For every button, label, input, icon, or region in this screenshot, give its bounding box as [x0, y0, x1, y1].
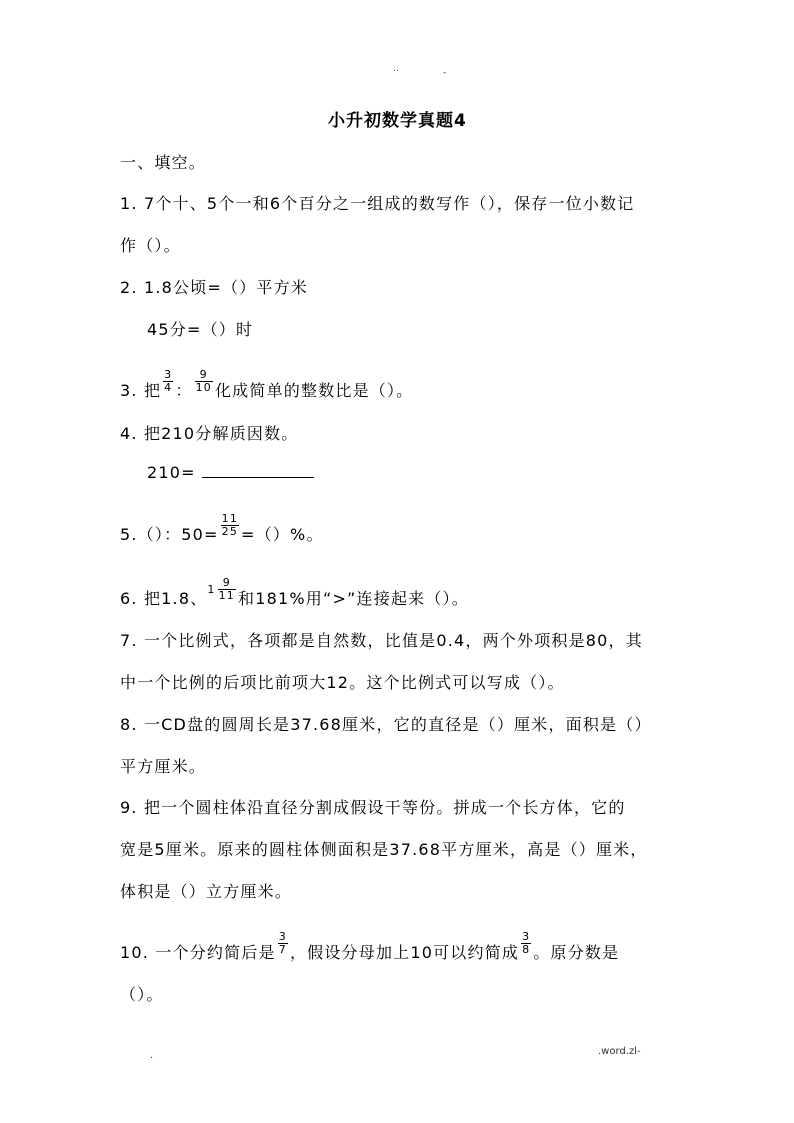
- question-8-line-1: 8. 一CD盘的圆周长是37.68厘米，它的直径是（）厘米，面积是（）: [120, 715, 652, 734]
- fraction-11-25: [221, 513, 239, 538]
- fraction-denominator: 4: [164, 381, 173, 394]
- question-2-line-2: 45分=（）时: [147, 320, 254, 339]
- header-dash: -: [443, 68, 447, 78]
- question-5-prefix: 5.（）：50=: [120, 525, 219, 544]
- footer-right-text: .word.zl-: [598, 1046, 641, 1057]
- question-9-line-3: 体积是（）立方厘米。: [120, 882, 293, 901]
- fraction-9-11: [218, 577, 236, 602]
- question-6: [120, 576, 469, 612]
- question-8-line-2: 平方厘米。: [120, 757, 207, 776]
- fraction-denominator: 11: [218, 589, 236, 602]
- question-6-prefix: 6. 把1.8、: [120, 589, 208, 608]
- ratio-separator: ：: [175, 381, 193, 400]
- question-3: [120, 368, 414, 404]
- question-1-line-2: 作（）。: [120, 236, 181, 255]
- fraction-numerator: 3: [278, 930, 287, 943]
- fraction-numerator: 9: [199, 368, 208, 381]
- fraction-numerator: 11: [221, 512, 239, 525]
- question-6-suffix: 和181%用“>”连接起来（）。: [238, 589, 469, 608]
- fraction-9-10: [195, 369, 213, 394]
- question-3-prefix: 3. 把: [120, 381, 162, 400]
- question-3-suffix: 化成简单的整数比是（）。: [214, 381, 414, 400]
- page-title: 小升初数学真题4: [328, 111, 467, 131]
- fraction-numerator: 3: [164, 368, 173, 381]
- fraction-numerator: 3: [522, 930, 531, 943]
- question-7-line-2: 中一个比例的后项比前项大12。这个比例式可以写成（）。: [120, 673, 565, 692]
- question-10-line-1: [120, 930, 620, 966]
- question-5: [120, 512, 324, 548]
- question-10-prefix: 10. 一个分约简后是: [120, 943, 276, 962]
- question-4-line-2: [147, 463, 314, 482]
- fraction-numerator: 9: [222, 576, 231, 589]
- question-9-line-2: 宽是5厘米。原来的圆柱体侧面积是37.68平方厘米，高是（）厘米，: [120, 840, 648, 859]
- question-1-line-1: 1. 7个十、5个一和6个百分之一组成的数写作（），保存一位小数记: [120, 194, 635, 213]
- fraction-3-7: [278, 931, 288, 956]
- question-4-expression: 210=: [147, 463, 196, 482]
- question-9-line-1: 9. 把一个圆柱体沿直径分割成假设干等份。拼成一个长方体，它的: [120, 798, 626, 817]
- fraction-denominator: 8: [522, 943, 531, 956]
- fraction-3-4: [163, 369, 173, 394]
- question-7-line-1: 7. 一个比例式，各项都是自然数，比值是0.4，两个外项积是80，其: [120, 631, 643, 650]
- fraction-3-8: [521, 931, 531, 956]
- question-4-line-1: 4. 把210分解质因数。: [120, 424, 299, 443]
- answer-blank: [202, 463, 314, 478]
- fraction-denominator: 10: [195, 381, 212, 394]
- fraction-denominator: 7: [278, 943, 287, 956]
- question-10-middle: ，假设分母加上10可以约简成: [289, 943, 520, 962]
- fraction-denominator: 25: [221, 525, 239, 538]
- question-2-line-1: 2. 1.8公顷=（）平方米: [120, 278, 309, 297]
- question-10-line-2: （）。: [120, 985, 164, 1004]
- footer-left-dot: .: [150, 1050, 154, 1061]
- question-5-suffix: =（）%。: [241, 525, 324, 544]
- section-heading: 一、填空。: [120, 153, 207, 172]
- header-dots: ..: [393, 64, 399, 74]
- question-10-suffix: 。原分数是: [533, 943, 620, 962]
- mixed-number-whole: 1: [207, 583, 216, 596]
